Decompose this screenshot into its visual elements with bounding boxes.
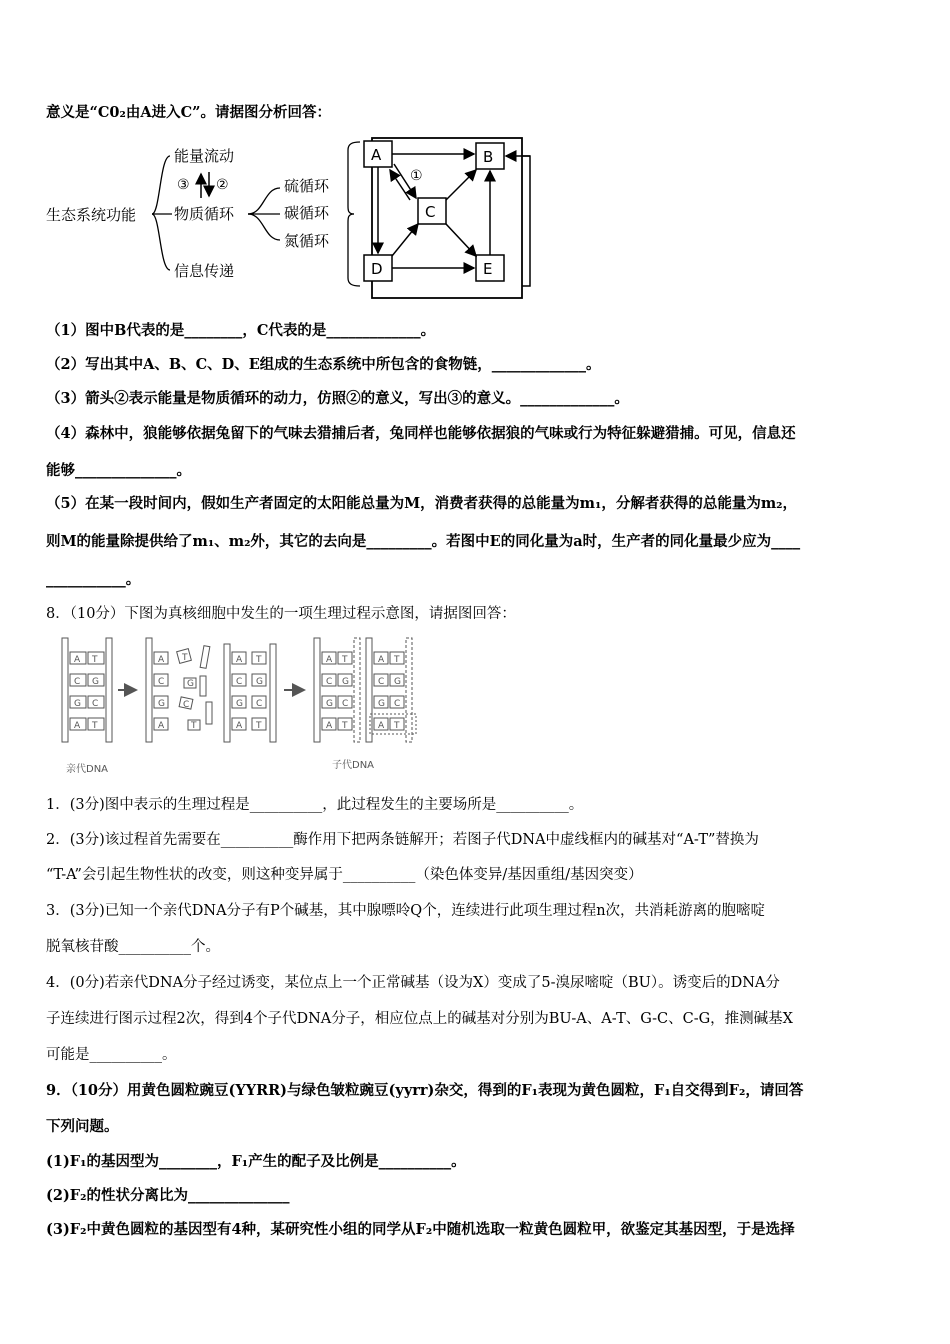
q9-line-3: (1)F₁的基因型为________，F₁产生的配子及比例是__________。 xyxy=(46,1153,466,1170)
arrow-label-1: ① xyxy=(410,168,423,184)
stage3-left-2: C xyxy=(236,677,243,687)
q7-intro: 意义是“C0₂由A进入C”。请据图分析回答： xyxy=(46,104,331,121)
child-dna-label: 子代DNA xyxy=(332,760,375,771)
q7-line-7: 则M的能量除提供给了m₁、m₂外，其它的去向是_________。若图中E的同化量为a时，生产者的同化量最少应为____ xyxy=(46,533,801,550)
material-cycle-label: 物质循环 xyxy=(174,205,235,223)
q8-line-4: 3．(3分)已知一个亲代DNA分子有P个碱基，其中腺嘌呤Q个，连续进行此项生理过程n次，共消耗游离的胞嘧啶 xyxy=(46,903,766,919)
unwind-base-3: G xyxy=(158,699,165,709)
parent-pair-1-left: A xyxy=(74,655,81,665)
stage3-left-3: G xyxy=(236,699,243,709)
child1-pair-2-left: C xyxy=(326,677,333,687)
q7-line-8: ___________。 xyxy=(46,571,141,588)
child2-pair-2-right: G xyxy=(394,677,401,687)
energy-flow-label: 能量流动 xyxy=(174,147,235,165)
q8-line-7: 子连续进行图示过程2次，得到4个子代DNA分子，相应位点上的碱基对分别为BU-A、A-T、G-C、C-G，推测碱基X xyxy=(46,1011,793,1027)
child2-pair-2-left: C xyxy=(378,677,385,687)
stage3-right-1: T xyxy=(256,655,262,665)
child1-pair-2-right: G xyxy=(342,677,349,687)
q7-line-6: （5）在某一段时间内，假如生产者固定的太阳能总量为M，消费者获得的总能量为m₁，分解者获得的总能量为m₂， xyxy=(46,495,798,512)
dna-replication-diagram xyxy=(56,632,436,780)
q7-line-4: （4）森林中，狼能够依据兔留下的气味去猎捕后者，兔同样也能够依据狼的气味或行为特征躲避猎捕。可见，信息还 xyxy=(46,425,796,442)
q8-line-8: 可能是__________。 xyxy=(46,1047,177,1063)
child2-pair-1-left: A xyxy=(378,655,385,665)
parent-pair-4-left: A xyxy=(74,721,81,731)
child1-pair-1-left: A xyxy=(326,655,333,665)
root-label: 生态系统功能 xyxy=(46,206,137,224)
q7-line-1: （1）图中B代表的是________，C代表的是_____________。 xyxy=(46,322,436,339)
info-transfer-label: 信息传递 xyxy=(174,262,235,280)
stage3-left-1: A xyxy=(236,655,243,665)
arrow-label-3: ③ xyxy=(177,177,190,193)
parent-pair-2-right: G xyxy=(92,677,99,687)
dashed-base-pair-box xyxy=(370,714,416,734)
arrow-label-2: ② xyxy=(216,177,229,193)
ecosystem-function-diagram xyxy=(44,136,534,308)
stage3-right-2: G xyxy=(256,677,263,687)
free-base-3: C xyxy=(183,700,190,710)
unwind-base-2: C xyxy=(158,677,165,687)
free-base-1: T xyxy=(182,653,188,663)
parent-pair-1-right: T xyxy=(92,655,98,665)
node-a-label: A xyxy=(371,146,382,164)
parent-pair-3-right: C xyxy=(92,699,99,709)
sulfur-cycle-label: 硫循环 xyxy=(284,177,330,195)
q8-title: 8．（10分）下图为真核细胞中发生的一项生理过程示意图，请据图回答： xyxy=(46,606,516,622)
q7-line-2: （2）写出其中A、B、C、D、E组成的生态系统中所包含的食物链，_____________。 xyxy=(46,356,601,373)
free-base-4: T xyxy=(191,721,197,731)
q8-line-2: 2．(3分)该过程首先需要在__________酶作用下把两条链解开；若图子代DNA中虚线框内的碱基对“A-T”替换为 xyxy=(46,832,759,848)
q9-line-4: (2)F₂的性状分离比为______________ xyxy=(46,1187,290,1204)
q8-line-6: 4．(0分)若亲代DNA分子经过诱变，某位点上一个正常碱基（设为X）变成了5-溴尿嘧啶（BU）。诱变后的DNA分 xyxy=(46,975,780,991)
nitrogen-cycle-label: 氮循环 xyxy=(284,232,330,250)
child2-pair-3-left: G xyxy=(378,699,385,709)
child2-pair-4-right: T xyxy=(394,721,400,731)
carbon-cycle-label: 碳循环 xyxy=(284,204,330,222)
node-e-label: E xyxy=(483,260,493,278)
q7-line-3: （3）箭头②表示能量是物质循环的动力，仿照②的意义，写出③的意义。_____________。 xyxy=(46,390,629,407)
child1-pair-1-right: T xyxy=(342,655,348,665)
child1-pair-4-left: A xyxy=(326,721,333,731)
node-b-label: B xyxy=(483,148,494,166)
q9-line-1: 9．（10分）用黄色圆粒豌豆(YYRR)与绿色皱粒豌豆(yyrr)杂交，得到的F₁表现为黄色圆粒，F₁自交得到F₂，请回答 xyxy=(46,1082,804,1099)
parent-pair-2-left: C xyxy=(74,677,81,687)
child2-pair-1-right: T xyxy=(394,655,400,665)
child2-pair-4-left: A xyxy=(378,721,385,731)
parent-pair-4-right: T xyxy=(92,721,98,731)
parent-pair-3-left: G xyxy=(74,699,81,709)
child1-pair-4-right: T xyxy=(342,721,348,731)
q8-line-5: 脱氧核苷酸__________个。 xyxy=(46,939,220,955)
unwind-base-1: A xyxy=(158,655,165,665)
q9-line-2: 下列问题。 xyxy=(46,1118,119,1135)
unwind-base-4: A xyxy=(158,721,165,731)
parent-dna-label: 亲代DNA xyxy=(66,764,109,775)
child1-pair-3-right: C xyxy=(342,699,349,709)
stage3-left-4: A xyxy=(236,721,243,731)
q9-line-5: (3)F₂中黄色圆粒的基因型有4种，某研究性小组的同学从F₂中随机选取一粒黄色圆粒甲，欲鉴定其基因型，于是选择 xyxy=(46,1221,795,1238)
node-d-label: D xyxy=(371,260,383,278)
q8-line-1: 1．(3分)图中表示的生理过程是__________，此过程发生的主要场所是__________。 xyxy=(46,797,584,813)
stage3-right-3: C xyxy=(256,699,263,709)
q8-line-3: “T-A”会引起生物性状的改变，则这种变异属于__________（染色体变异/基因重组/基因突变） xyxy=(46,867,643,883)
free-base-2: G xyxy=(187,679,194,689)
child2-pair-3-right: C xyxy=(394,699,401,709)
child1-pair-3-left: G xyxy=(326,699,333,709)
node-c-label: C xyxy=(425,203,436,221)
stage3-right-4: T xyxy=(256,721,262,731)
q7-line-5: 能够______________。 xyxy=(46,462,191,479)
